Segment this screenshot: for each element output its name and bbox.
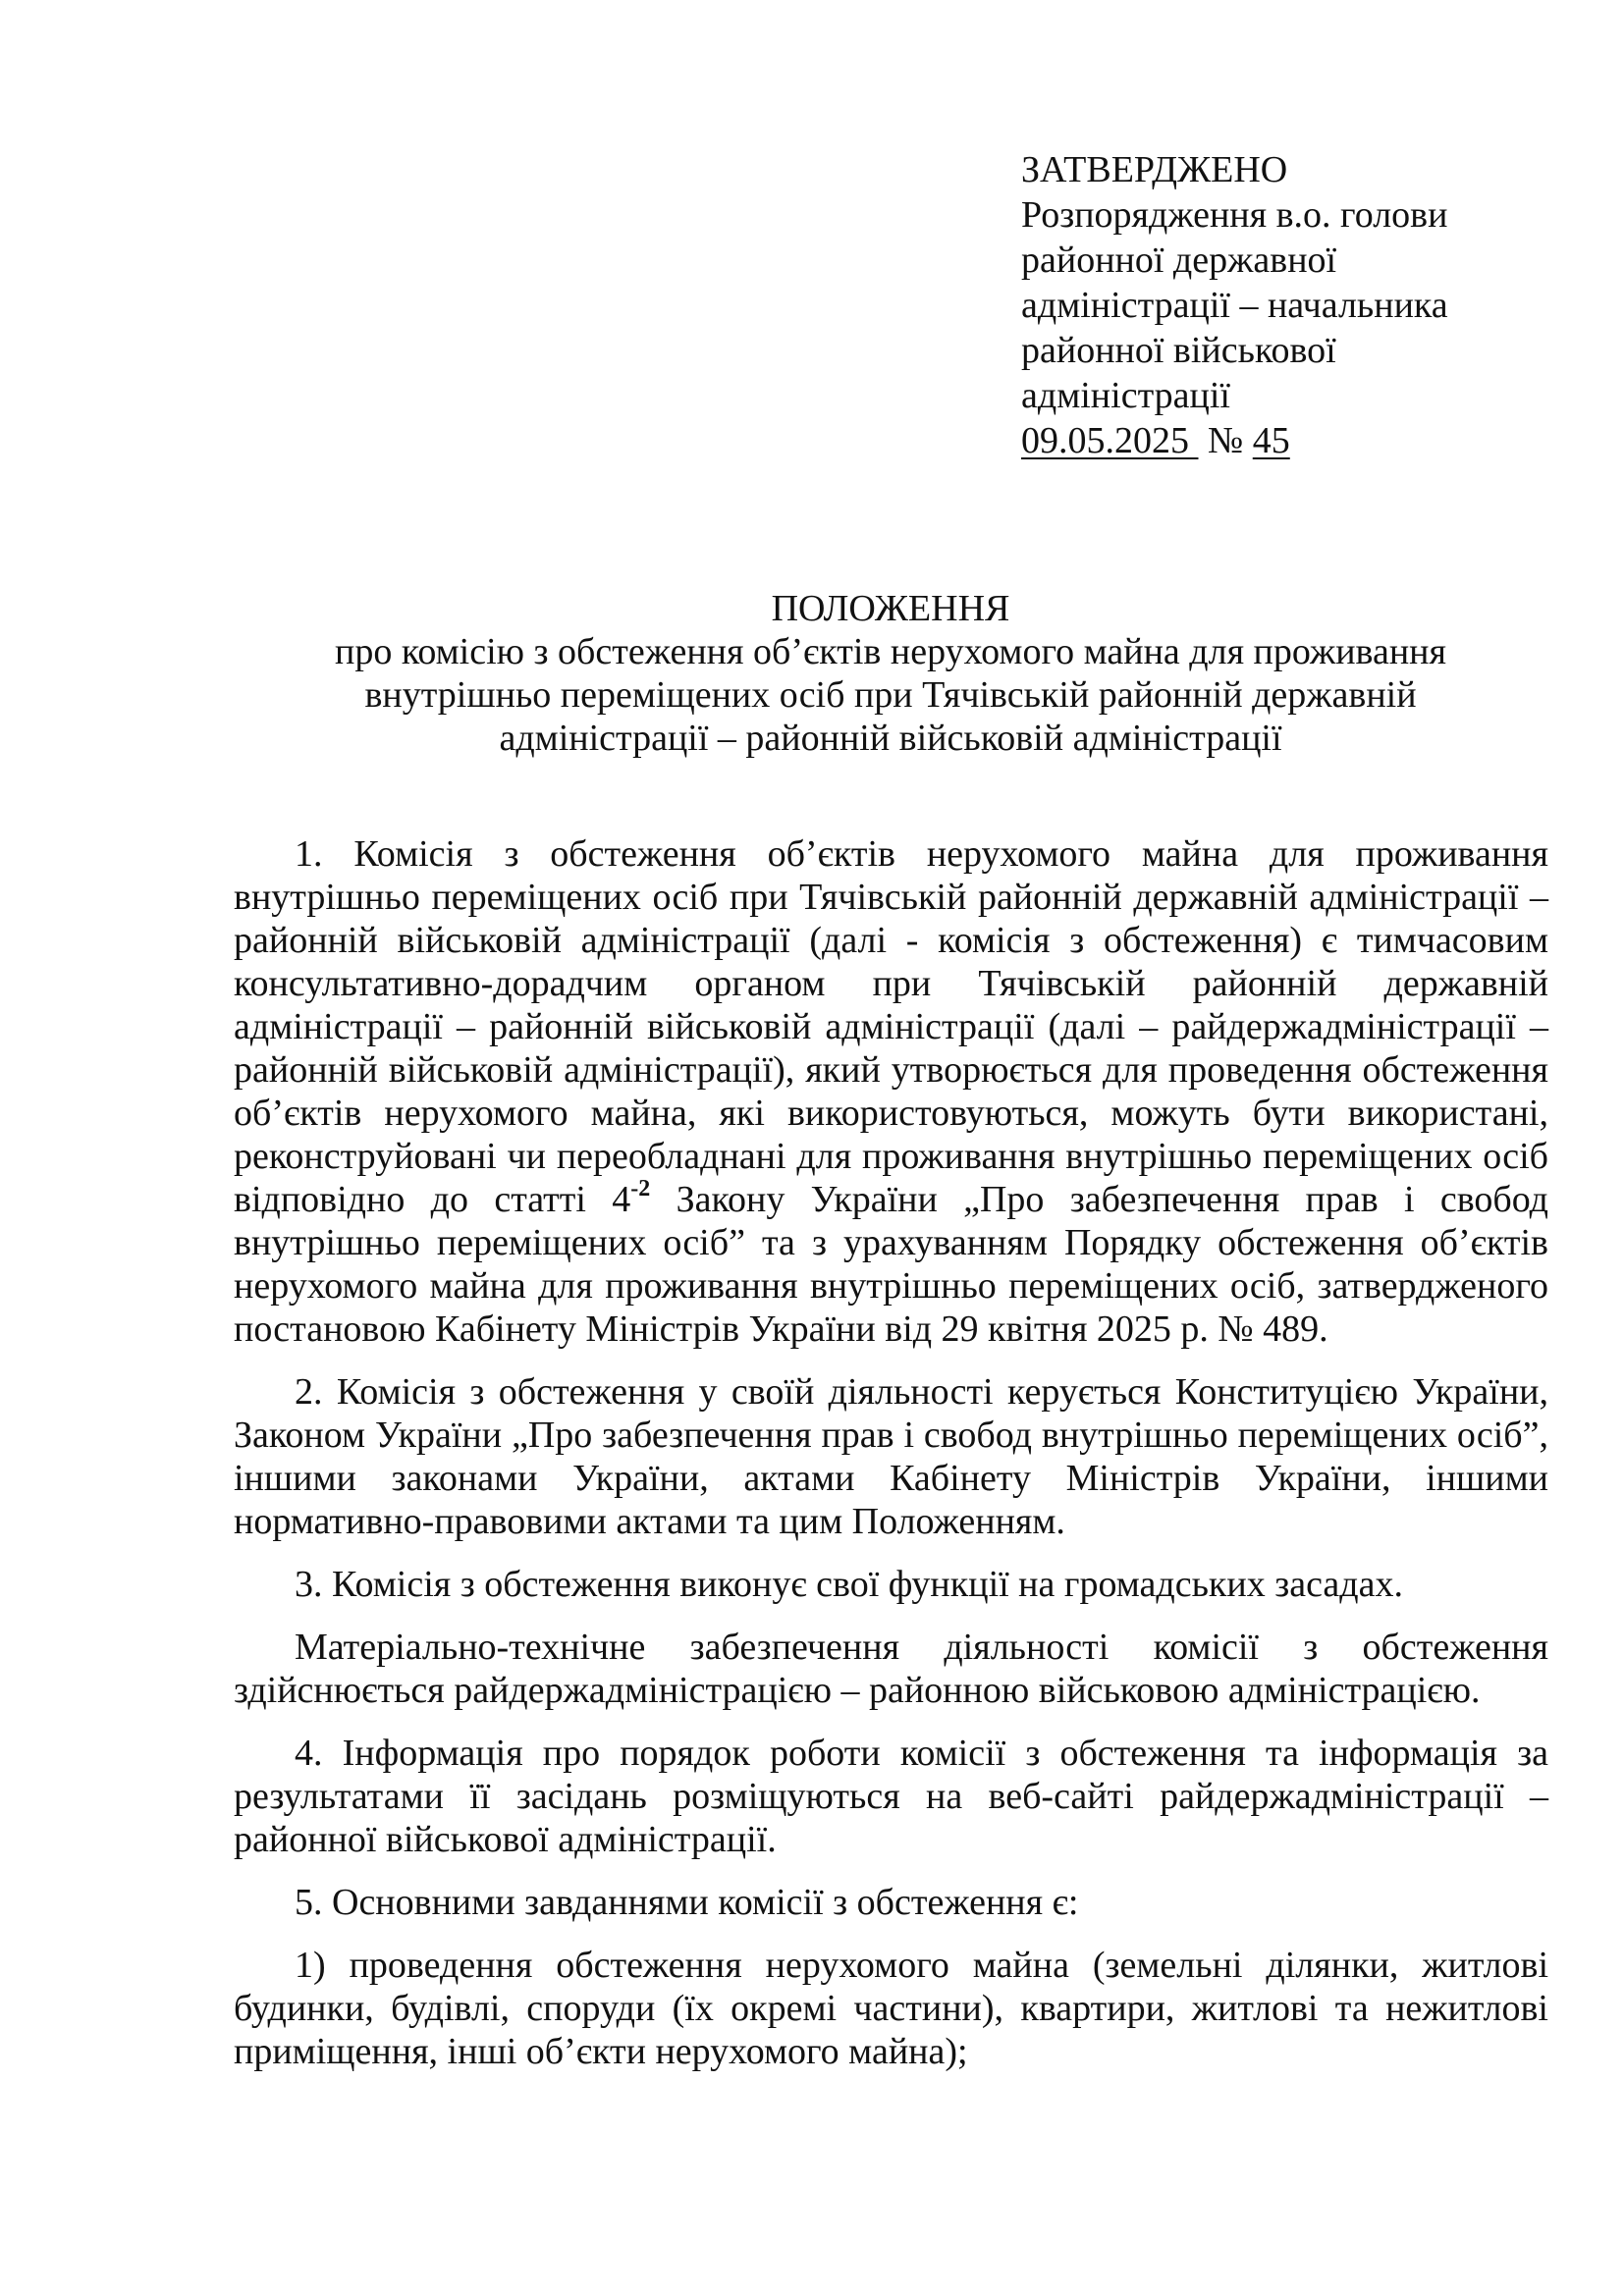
paragraph-5: 5. Основними завданнями комісії з обстеження є: — [295, 1882, 1079, 1923]
paragraph-2: 2. Комісія з обстеження у своїй діяльності керується Конституцією України, Законом України „Про забезпечення прав і свобод внутрішньо переміщених осіб”, іншими законами України, актами Кабінету Міністрів України, іншими нормативно-правовими актами та цим Положенням. — [234, 1371, 1548, 1542]
approval-line-5: адміністрації — [1021, 375, 1230, 416]
paragraph-1 — [234, 832, 1548, 1351]
paragraph-1-text-a: 1. Комісія з обстеження об’єктів нерухомого майна для проживання внутрішньо переміщених осіб при Тячівській районній державній адміністрації – районній військовій адміністрації (далі - комісія з обстеження) є тимчасовим консультативно-дорадчим органом при Тячівській районній державній адміністрації – районній військовій адміністрації (далі – райдержадміністрації – районній військовій адміністрації), який утворюється для проведення обстеження об’єктів нерухомого майна, які використовуються, можуть бути використані, реконструйовані чи переобладнані для проживання внутрішньо переміщених осіб відповідно до статті 4 — [234, 833, 1548, 1220]
approval-line-4: районної військової — [1021, 330, 1336, 371]
title-line-2: внутрішньо переміщених осіб при Тячівській районній державній — [364, 674, 1417, 716]
approval-date-number — [1021, 418, 1551, 463]
paragraph-3b: Матеріально-технічне забезпечення діяльності комісії з обстеження здійснюється райдержадміністрацією – районною військовою адміністрацією. — [234, 1627, 1548, 1711]
approval-date-underline-gap — [1189, 420, 1199, 461]
title-line-1: про комісію з обстеження об’єктів нерухомого майна для проживання — [334, 631, 1446, 672]
approval-line-2: районної державної — [1021, 240, 1337, 281]
approval-line-3: адміністрації – начальника — [1021, 285, 1448, 326]
paragraph-1-superscript: -2 — [630, 1176, 651, 1202]
title-line-3: адміністрації – районній військовій адміністрації — [499, 718, 1282, 759]
title-main: ПОЛОЖЕННЯ — [771, 588, 1010, 629]
approval-number: 45 — [1252, 420, 1290, 461]
approval-line-1: Розпорядження в.о. голови — [1021, 194, 1448, 236]
approval-heading: ЗАТВЕРДЖЕНО — [1021, 149, 1288, 190]
approval-date: 09.05.2025 — [1021, 420, 1189, 461]
paragraph-1-text-b: Закону України „Про забезпечення прав і свобод внутрішньо переміщених осіб” та з урахуванням Порядку обстеження об’єктів нерухомого майна для проживання внутрішньо переміщених осіб, затвердженого постановою Кабінету Міністрів України від 29 квітня 2025 р. № 489. — [234, 1179, 1548, 1350]
paragraph-3: 3. Комісія з обстеження виконує свої функції на громадських засадах. — [295, 1564, 1403, 1605]
paragraph-4: 4. Інформація про порядок роботи комісії з обстеження та інформація за результатами її засідань розміщуються на веб-сайті райдержадміністрації – районної військової адміністрації. — [234, 1733, 1548, 1860]
paragraph-5-item-1: 1) проведення обстеження нерухомого майна (земельні ділянки, житлові будинки, будівлі, споруди (їх окремі частини), квартири, житлові та нежитлові приміщення, інші об’єкти нерухомого майна); — [234, 1945, 1548, 2072]
approval-number-sign: № — [1208, 420, 1244, 461]
document-body — [234, 832, 1548, 2073]
approval-stamp — [1021, 147, 1551, 463]
document-title — [234, 587, 1547, 760]
